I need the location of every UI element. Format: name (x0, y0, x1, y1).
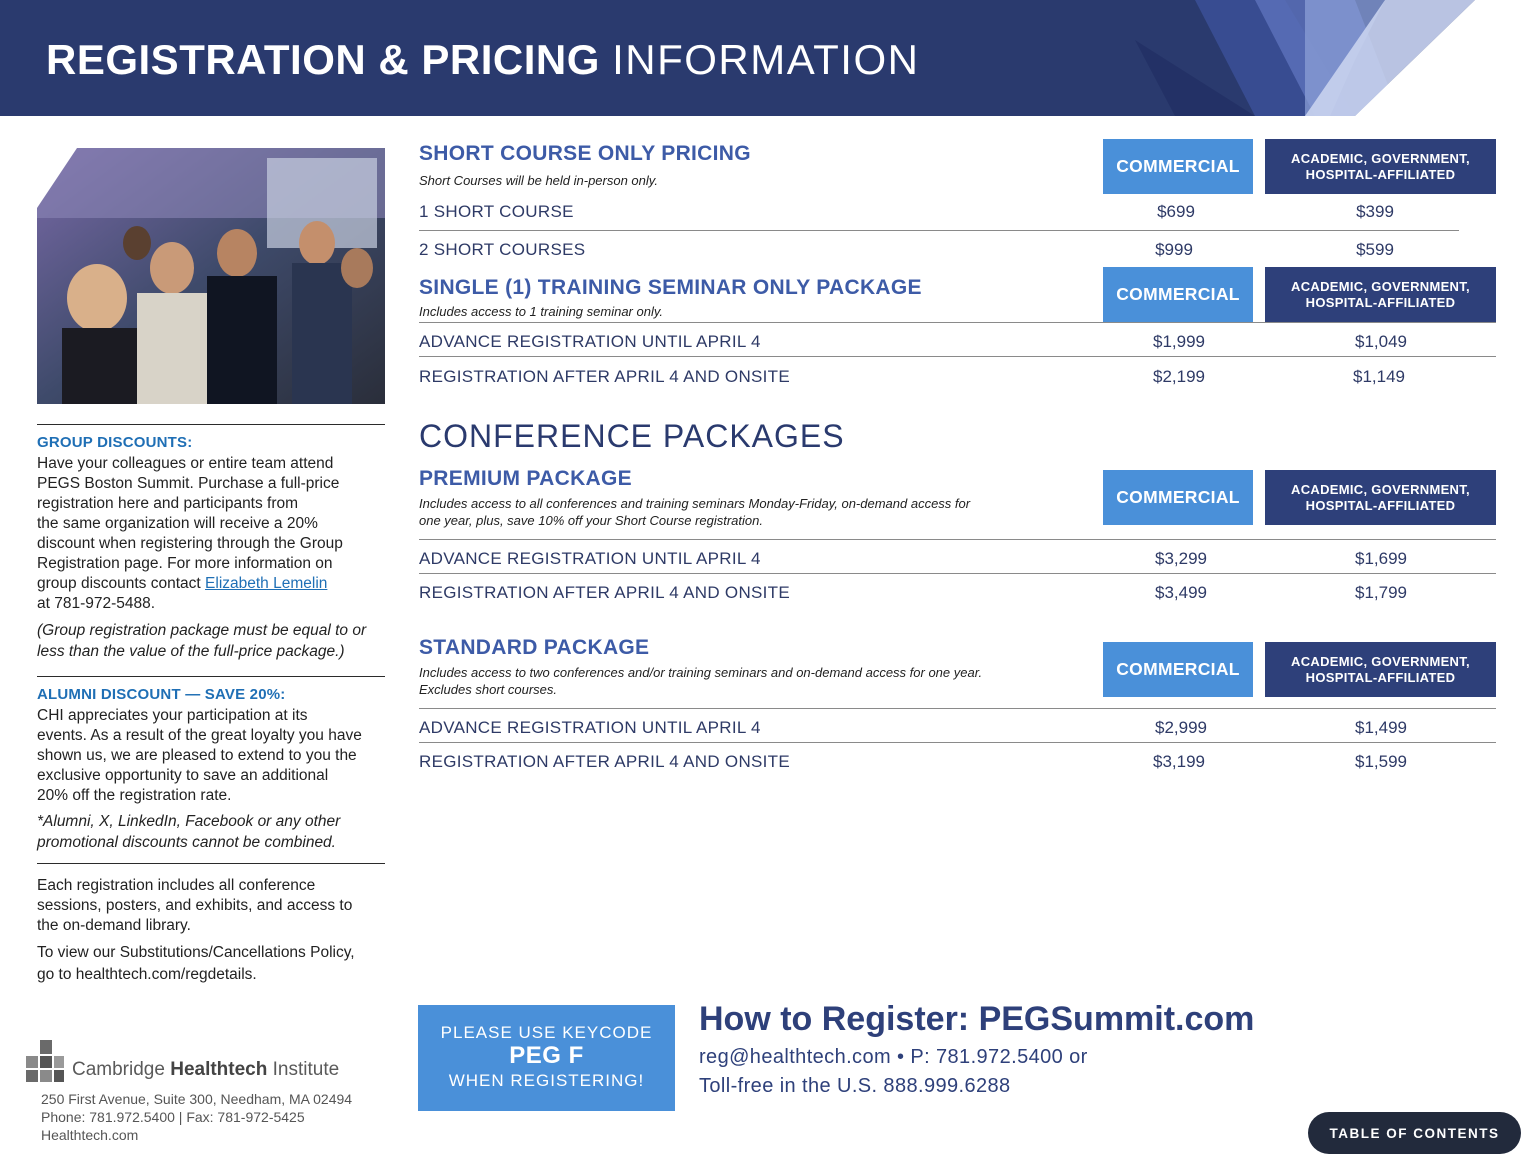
divider (419, 230, 1459, 231)
academic-price: $1,499 (1355, 718, 1407, 737)
commercial-price: $3,199 (1153, 752, 1205, 771)
policy-text: To view our Substitutions/Cancellations Policy, go to healthtech.com/regdetails. (37, 944, 355, 983)
commercial-price: $699 (1157, 202, 1195, 221)
commercial-price: $2,999 (1155, 718, 1207, 737)
divider (37, 676, 385, 677)
alumni-discount-heading: ALUMNI DISCOUNT — SAVE 20%: (37, 686, 286, 703)
register-tollfree-line: Toll-free in the U.S. 888.999.6288 (699, 1075, 1011, 1097)
chi-logo-icon (26, 1040, 70, 1084)
alumni-note: *Alumni, X, LinkedIn, Facebook or any other promotional discounts cannot be combined. (37, 813, 341, 851)
divider (37, 424, 385, 425)
academic-price: $1,049 (1355, 332, 1407, 351)
group-discounts-text: Have your colleagues or entire team attend PEGS Boston Summit. Purchase a full-price registration here and participants from the same organization will receive a 20% discount when registering through the Group Registration page. For more information on group discounts contact Elizabeth Lemelin at 781-972-5488. (37, 455, 343, 612)
divider (419, 708, 1496, 709)
commercial-price: $999 (1155, 240, 1193, 259)
register-contact-line: reg@healthtech.com • P: 781.972.5400 or (699, 1046, 1088, 1068)
academic-header: ACADEMIC, GOVERNMENT, HOSPITAL-AFFILIATED (1265, 470, 1496, 525)
commercial-header: COMMERCIAL (1103, 267, 1253, 322)
event-photo (37, 148, 385, 404)
header-decoration (1055, 0, 1535, 116)
academic-price: $1,599 (1355, 752, 1407, 771)
commercial-price: $1,999 (1153, 332, 1205, 351)
conference-packages-title: CONFERENCE PACKAGES (419, 418, 845, 454)
commercial-price: $3,499 (1155, 583, 1207, 602)
registration-includes-text: Each registration includes all conference sessions, posters, and exhibits, and access to the on-demand library. (37, 877, 353, 934)
table-of-contents-button[interactable]: TABLE OF CONTENTS (1308, 1112, 1521, 1154)
divider (419, 356, 1496, 357)
divider (419, 742, 1496, 743)
academic-header: ACADEMIC, GOVERNMENT, HOSPITAL-AFFILIATED (1265, 139, 1496, 194)
commercial-price: $3,299 (1155, 549, 1207, 568)
academic-price: $1,149 (1353, 367, 1405, 386)
commercial-header: COMMERCIAL (1103, 470, 1253, 525)
commercial-price: $2,199 (1153, 367, 1205, 386)
phone-fax-line: Phone: 781.972.5400 | Fax: 781-972-5425 (41, 1109, 305, 1125)
price-row-label: 1 SHORT COURSE (419, 202, 574, 221)
premium-subtitle: Includes access to all conferences and training seminars Monday-Friday, on-demand access for one year, plus, save 10% off your Short Course registration. (419, 496, 971, 528)
price-row-label: ADVANCE REGISTRATION UNTIL APRIL 4 (419, 549, 761, 568)
how-to-register-title[interactable]: How to Register: PEGSummit.com (699, 1000, 1255, 1038)
price-row-label: 2 SHORT COURSES (419, 240, 586, 259)
alumni-discount-text: CHI appreciates your participation at its events. As a result of the great loyalty you have shown us, we are pleased to extend to you the exclusive opportunity to save an additional 20% off the registration rate. (37, 707, 362, 804)
price-row-label: REGISTRATION AFTER APRIL 4 AND ONSITE (419, 583, 791, 602)
group-note: (Group registration package must be equal to or less than the value of the full-price package.) (37, 622, 367, 660)
page-header (0, 0, 1535, 116)
premium-title: PREMIUM PACKAGE (419, 467, 632, 490)
academic-price: $399 (1356, 202, 1394, 221)
chi-logo-text: Cambridge Healthtech Institute (72, 1059, 340, 1080)
address-line: 250 First Avenue, Suite 300, Needham, MA 02494 (41, 1091, 353, 1107)
academic-price: $1,699 (1355, 549, 1407, 568)
academic-header: ACADEMIC, GOVERNMENT, HOSPITAL-AFFILIATED (1265, 642, 1496, 697)
keycode-box: PLEASE USE KEYCODE PEG F WHEN REGISTERING! (418, 1005, 675, 1111)
standard-title: STANDARD PACKAGE (419, 636, 650, 659)
website-line: Healthtech.com (41, 1127, 139, 1143)
academic-price: $599 (1356, 240, 1394, 259)
page-title: REGISTRATION & PRICING INFORMATION (46, 36, 920, 83)
standard-subtitle: Includes access to two conferences and/or training seminars and on-demand access for one year. Excludes short courses. (419, 665, 983, 697)
group-discounts-heading: GROUP DISCOUNTS: (37, 434, 193, 451)
short-course-subtitle: Short Courses will be held in-person only. (419, 173, 658, 188)
contact-link[interactable]: Elizabeth Lemelin (205, 575, 328, 592)
divider (419, 539, 1496, 540)
short-course-title: SHORT COURSE ONLY PRICING (419, 142, 751, 165)
training-title: SINGLE (1) TRAINING SEMINAR ONLY PACKAGE (419, 276, 922, 299)
commercial-header: COMMERCIAL (1103, 642, 1253, 697)
divider (419, 573, 1496, 574)
academic-price: $1,799 (1355, 583, 1407, 602)
training-subtitle: Includes access to 1 training seminar only. (419, 304, 663, 319)
price-row-label: ADVANCE REGISTRATION UNTIL APRIL 4 (419, 718, 761, 737)
divider (419, 322, 1496, 323)
price-row-label: REGISTRATION AFTER APRIL 4 AND ONSITE (419, 752, 791, 771)
price-row-label: ADVANCE REGISTRATION UNTIL APRIL 4 (419, 332, 761, 351)
keycode-value: PEG F (509, 1042, 584, 1069)
academic-header: ACADEMIC, GOVERNMENT, HOSPITAL-AFFILIATED (1265, 267, 1496, 322)
divider (37, 863, 385, 864)
price-row-label: REGISTRATION AFTER APRIL 4 AND ONSITE (419, 367, 791, 386)
commercial-header: COMMERCIAL (1103, 139, 1253, 194)
